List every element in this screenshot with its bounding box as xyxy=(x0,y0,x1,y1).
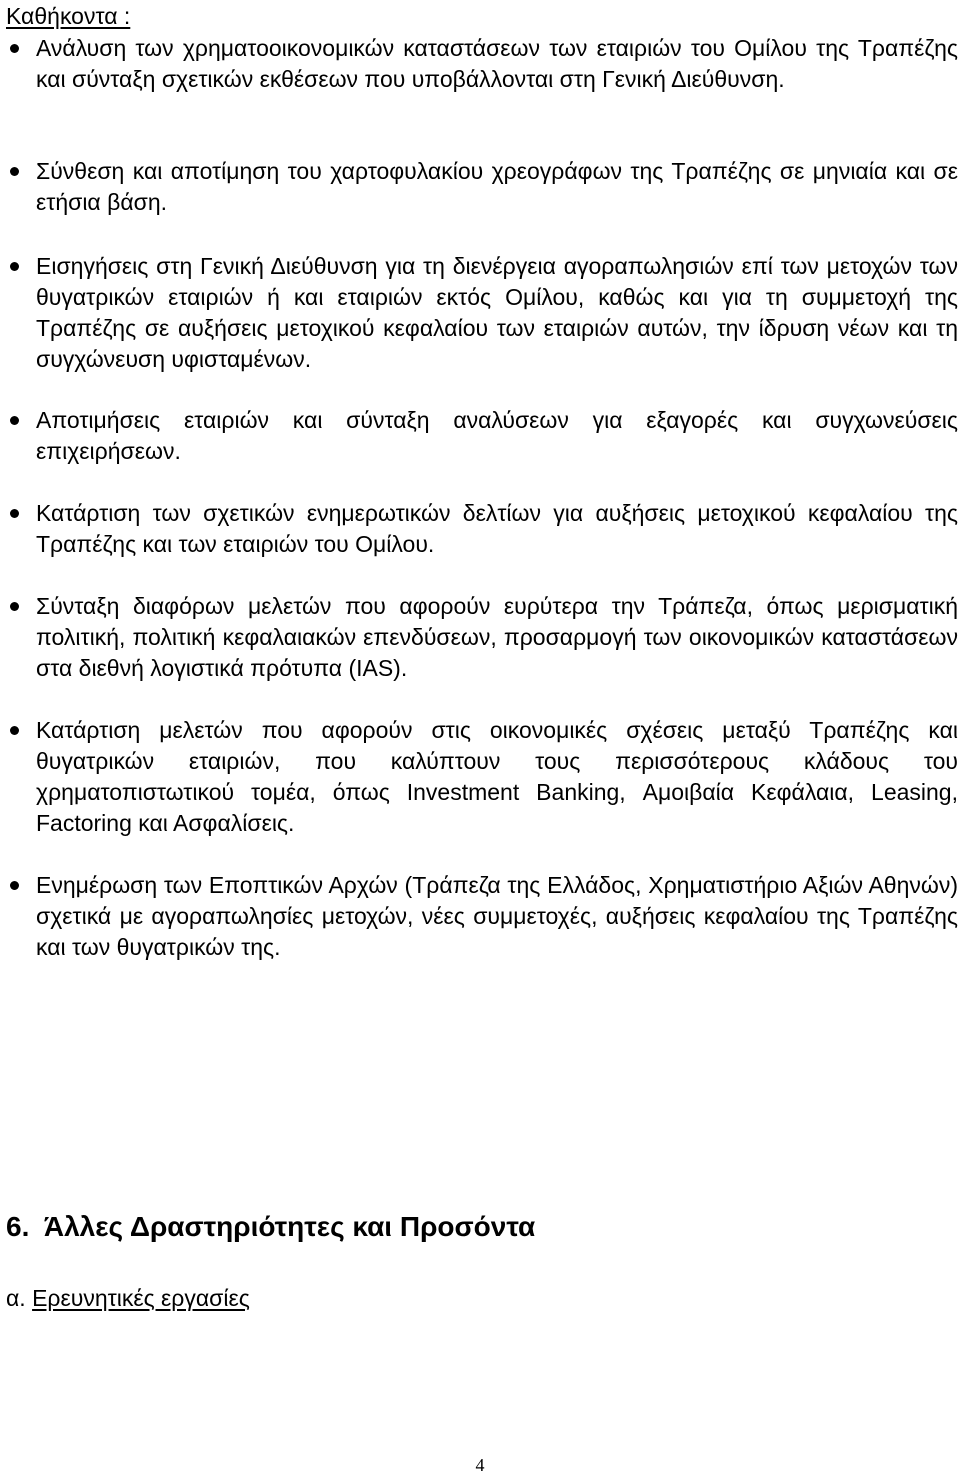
list-item-text: Αποτιμήσεις εταιριών και σύνταξη αναλύσεων για εξαγορές και συγχωνεύσεις επιχειρήσεων. xyxy=(36,407,958,464)
bullet-icon xyxy=(10,44,19,53)
subsection-title: Ερευνητικές εργασίες xyxy=(32,1285,250,1311)
bullet-icon xyxy=(10,509,19,518)
section-number: 6. xyxy=(6,1211,30,1242)
list-item-text: Ενημέρωση των Εποπτικών Αρχών (Τράπεζα της Ελλάδος, Χρηματιστήριο Αξιών Αθηνών) σχετικά με αγοραπωλησίες μετοχών, νέες συμμετοχές, αυξήσεις κεφαλαίου της Τραπέζης και των θυγατρικών της. xyxy=(36,872,958,960)
page-number: 4 xyxy=(475,1455,485,1475)
bullet-icon xyxy=(10,602,19,611)
bullet-icon xyxy=(10,167,19,176)
bullet-icon xyxy=(10,262,19,271)
list-item-text: Κατάρτιση των σχετικών ενημερωτικών δελτίων για αυξήσεις μετοχικού κεφαλαίου της Τραπέζης και των εταιριών του Ομίλου. xyxy=(36,500,958,557)
subsection-label: α. xyxy=(6,1285,26,1311)
list-item-text: Σύνθεση και αποτίμηση του χαρτοφυλακίου χρεογράφων της Τραπέζης σε μηνιαία και σε ετήσια βάση. xyxy=(36,158,958,215)
list-item-text: Ανάλυση των χρηματοοικονομικών καταστάσεων των εταιριών του Ομίλου της Τραπέζης και σύνταξη σχετικών εκθέσεων που υποβάλλονται στη Γενική Διεύθυνση. xyxy=(36,35,958,92)
bullet-icon xyxy=(10,881,19,890)
list-item-text: Σύνταξη διαφόρων μελετών που αφορούν ευρύτερα την Τράπεζα, όπως μερισματική πολιτική, πολιτική κεφαλαιακών επενδύσεων, προσαρμογή των οικονομικών καταστάσεων στα διεθνή λογιστικά πρότυπα (IAS). xyxy=(36,593,958,681)
list-item-text: Εισηγήσεις στη Γενική Διεύθυνση για τη διενέργεια αγοραπωλησιών επί των μετοχών των θυγατρικών εταιριών ή και εταιριών εκτός Ομίλου, καθώς και για τη συμμετοχή της Τραπέζης σε αυξήσεις μετοχικού κεφαλαίου των εταιριών αυτών, την ίδρυση νέων και τη συγχώνευση υφισταμένων. xyxy=(36,253,958,372)
duties-heading: Καθήκοντα : xyxy=(6,3,131,29)
section-heading xyxy=(6,1209,535,1245)
subsection-heading xyxy=(6,1283,250,1313)
list-item-text: Κατάρτιση μελετών που αφορούν στις οικονομικές σχέσεις μεταξύ Τραπέζης και θυγατρικών εταιριών, που καλύπτουν τους περισσότερους κλάδους του χρηματοπιστωτικού τομέα, όπως Investment Banking, Αμοιβαία Κεφάλαια, Leasing, Factoring και Ασφαλίσεις. xyxy=(36,717,958,836)
section-title: Άλλες Δραστηριότητες και Προσόντα xyxy=(43,1211,536,1242)
bullet-icon xyxy=(10,726,19,735)
bullet-icon xyxy=(10,416,19,425)
